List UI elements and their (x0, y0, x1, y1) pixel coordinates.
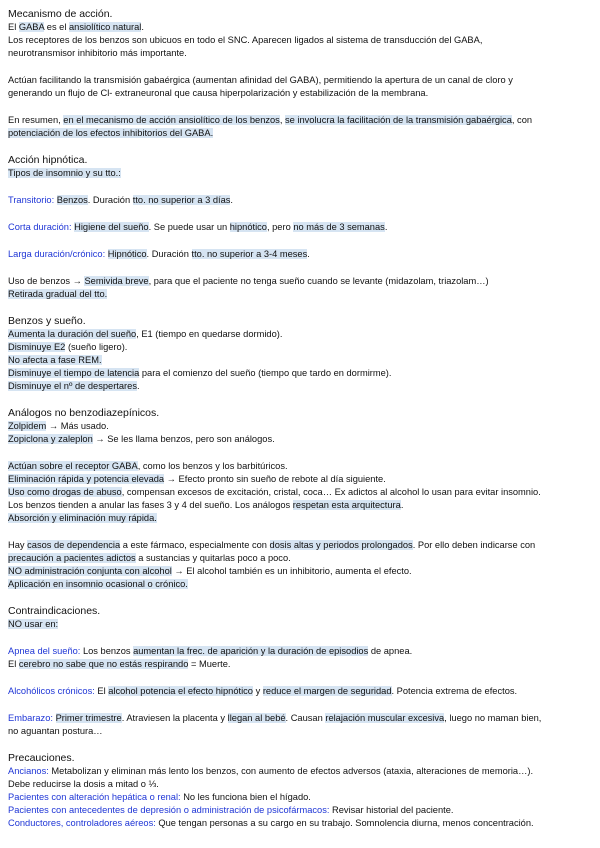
text-segment: Actúan facilitando la transmisión gabaérgica (aumentan afinidad del GABA), permitiendo la apertura de un canal de cloro y (8, 75, 513, 85)
text-line (8, 473, 386, 485)
text-segment: a sustancias y quitarlas poco a poco. (135, 553, 291, 563)
text-segment: → Más usado. (46, 421, 109, 431)
text-line (8, 499, 403, 511)
text-segment: neurotransmisor inhibitorio más importante. (8, 48, 187, 58)
text-line (8, 552, 291, 564)
highlighted-text: Zolpidem (8, 421, 47, 431)
text-line (8, 328, 282, 340)
section-heading (8, 752, 75, 764)
text-line (8, 725, 103, 737)
text-segment: . Potencia extrema de efectos. (391, 686, 518, 696)
text-segment: Precauciones. (8, 752, 75, 764)
highlighted-text: Eliminación rápida y potencia elevada (8, 474, 165, 484)
highlighted-text: Benzos (56, 195, 88, 205)
text-segment: Hay (8, 540, 28, 550)
text-segment: para el comienzo del sueño (tiempo que tardo en dormirme). (139, 368, 392, 378)
highlighted-text: Primer trimestre (55, 713, 122, 723)
text-segment: . Por ello deben indicarse con (412, 540, 536, 550)
highlighted-text: Hipnótico (107, 249, 147, 259)
text-segment: Uso de benzos → (8, 276, 85, 286)
text-line (8, 380, 140, 392)
term-label: Conductores, controladores aéreos: (8, 818, 156, 828)
text-line (8, 47, 187, 59)
text-line (8, 87, 428, 99)
text-line (8, 539, 535, 551)
text-segment: Los benzos tienden a anular las fases 3 y 4 del sueño. Los análogos (8, 500, 293, 510)
highlighted-text: Actúan sobre el receptor GABA (8, 461, 138, 471)
highlighted-text: Aplicación en insomnio ocasional o crónico. (8, 579, 188, 589)
term-label: Embarazo: (8, 713, 53, 723)
highlighted-text: Higiene del sueño (74, 222, 149, 232)
text-line (8, 275, 489, 287)
term-label: Larga duración/crónico: (8, 249, 106, 259)
text-segment: y (252, 686, 263, 696)
text-segment: no aguantan postura… (8, 726, 103, 736)
highlighted-text: Tipos de insomnio y su tto.: (8, 168, 121, 178)
text-line (8, 778, 159, 790)
highlighted-text: dosis altas y periodos prolongados (269, 540, 413, 550)
highlighted-text: aumentan la frec. de aparición y la duración de episodios (133, 646, 369, 656)
text-line (8, 167, 121, 179)
text-segment: El (8, 22, 19, 32)
text-segment: , pero (266, 222, 294, 232)
highlighted-text: alcohol potencia el efecto hipnótico (108, 686, 253, 696)
section-heading (8, 8, 112, 20)
highlighted-text: Disminuye el tiempo de latencia (8, 368, 140, 378)
text-segment: , luego no maman bien, (444, 713, 542, 723)
text-segment: es el (44, 22, 69, 32)
text-segment: Análogos no benzodiazepínicos. (8, 407, 160, 419)
text-segment: , como los benzos y los barbitúricos. (137, 461, 288, 471)
text-segment: Mecanismo de acción. (8, 8, 113, 20)
text-segment: Los benzos (80, 646, 134, 656)
text-segment: . (230, 195, 234, 205)
text-line (8, 486, 541, 498)
text-line (8, 221, 387, 233)
text-segment: Acción hipnótica. (8, 154, 88, 166)
term-label: Transitorio: (8, 195, 55, 205)
text-segment: (sueño ligero). (65, 342, 128, 352)
highlighted-text: hipnótico (229, 222, 267, 232)
text-segment: , (279, 115, 286, 125)
text-segment: Contraindicaciones. (8, 605, 101, 617)
section-heading (8, 407, 159, 419)
text-segment: . (400, 500, 404, 510)
highlighted-text: precaución a pacientes adictos (8, 553, 136, 563)
text-line (8, 420, 109, 432)
highlighted-text: tto. no superior a 3-4 meses (191, 249, 308, 259)
highlighted-text: NO administración conjunta con alcohol (8, 566, 172, 576)
highlighted-text: Absorción y eliminación muy rápida. (8, 513, 157, 523)
text-segment: El (94, 686, 109, 696)
text-segment: = Muerte. (188, 659, 231, 669)
text-segment: . Atraviesen la placenta y (121, 713, 228, 723)
highlighted-text: cerebro no sabe que no estás respirando (18, 659, 189, 669)
section-heading (8, 315, 86, 327)
highlighted-text: Aumenta la duración del sueño (8, 329, 137, 339)
text-segment: No les funciona bien el hígado. (180, 792, 311, 802)
text-line (8, 804, 453, 816)
text-segment: El (8, 659, 19, 669)
text-segment: → Se les llama benzos, pero son análogos. (92, 434, 275, 444)
text-segment: . (384, 222, 388, 232)
text-line (8, 354, 102, 366)
text-line (8, 248, 310, 260)
section-heading (8, 605, 100, 617)
highlighted-text: se involucra la facilitación de la transmisión gabaérgica (285, 115, 512, 125)
text-segment: , con (511, 115, 533, 125)
text-segment: . (141, 22, 144, 32)
text-line (8, 618, 58, 630)
term-label: Pacientes con alteración hepática o renal: (8, 792, 181, 802)
highlighted-text: Semivida breve (84, 276, 149, 286)
section-heading (8, 154, 87, 166)
text-line (8, 658, 231, 670)
text-line (8, 685, 517, 697)
text-line (8, 512, 157, 524)
text-line (8, 578, 188, 590)
text-segment: . Duración (146, 249, 192, 259)
text-line (8, 74, 513, 86)
highlighted-text: llegan al bebé (227, 713, 286, 723)
text-segment: Metabolizan y eliminan más lento los benzos, con aumento de efectos adversos (ataxia, alteraciones de memoria…). (48, 766, 534, 776)
text-segment: . Duración (87, 195, 133, 205)
term-label: Alcohólicos crónicos: (8, 686, 95, 696)
text-line (8, 367, 391, 379)
text-segment: , para que el paciente no tenga sueño cuando se levante (midazolam, triazolam…) (148, 276, 489, 286)
highlighted-text: en el mecanismo de acción ansiolítico de los benzos (63, 115, 280, 125)
highlighted-text: casos de dependencia (27, 540, 121, 550)
text-line (8, 114, 532, 126)
text-segment: Que tengan personas a su cargo en su trabajo. Somnolencia diurna, menos concentración. (155, 818, 534, 828)
text-segment: . Causan (285, 713, 326, 723)
highlighted-text: respetan esta arquitectura (292, 500, 401, 510)
term-label: Corta duración: (8, 222, 72, 232)
highlighted-text: Uso como drogas de abuso (8, 487, 122, 497)
text-segment: Benzos y sueño. (8, 315, 86, 327)
text-segment: , compensan excesos de excitación, cristal, coca… Ex adictos al alcohol lo usan para evitar insomnio. (121, 487, 541, 497)
highlighted-text: potenciación de los efectos inhibitorios del GABA. (8, 128, 214, 138)
text-segment: En resumen, (8, 115, 64, 125)
text-line (8, 565, 412, 577)
text-segment: Revisar historial del paciente. (329, 805, 454, 815)
text-segment: → El alcohol también es un inhibitorio, aumenta el efecto. (171, 566, 412, 576)
text-line (8, 288, 107, 300)
highlighted-text: Zopiclona y zaleplon (8, 434, 93, 444)
text-line (8, 34, 482, 46)
text-line (8, 645, 412, 657)
text-line (8, 341, 127, 353)
highlighted-text: Retirada gradual del tto. (8, 289, 108, 299)
text-line (8, 791, 311, 803)
text-line (8, 21, 144, 33)
term-label: Apnea del sueño: (8, 646, 81, 656)
highlighted-text: relajación muscular excesiva (325, 713, 445, 723)
highlighted-text: tto. no superior a 3 días (132, 195, 231, 205)
text-segment: , E1 (tiempo en quedarse dormido). (136, 329, 283, 339)
term-label: Pacientes con antecedentes de depresión o administración de psicofármacos: (8, 805, 330, 815)
text-segment: . Se puede usar un (148, 222, 230, 232)
text-segment: Los receptores de los benzos son ubicuos en todo el SNC. Aparecen ligados al sistema de transducción del GABA, (8, 35, 483, 45)
highlighted-text: No afecta a fase REM. (8, 355, 102, 365)
text-segment: Debe reducirse la dosis a mitad o ⅓. (8, 779, 159, 789)
term-label: Ancianos: (8, 766, 49, 776)
highlighted-text: GABA (18, 22, 45, 32)
text-segment: . (307, 249, 310, 259)
text-line (8, 817, 534, 829)
text-line (8, 712, 541, 724)
text-segment: generando un flujo de Cl- extraneuronal que causa hiperpolarización y estabilización de la membrana. (8, 88, 429, 98)
highlighted-text: Disminuye el nº de despertares (8, 381, 137, 391)
text-segment: de apnea. (368, 646, 413, 656)
highlighted-text: Disminuye E2 (8, 342, 66, 352)
text-segment: → Efecto pronto sin sueño de rebote al día siguiente. (164, 474, 386, 484)
text-line (8, 433, 275, 445)
highlighted-text: no más de 3 semanas (293, 222, 385, 232)
text-segment: . (136, 381, 140, 391)
text-line (8, 765, 533, 777)
highlighted-text: ansiolítico natural (69, 22, 142, 32)
text-line (8, 194, 233, 206)
highlighted-text: reduce el margen de seguridad (262, 686, 392, 696)
text-segment: a este fármaco, especialmente con (120, 540, 270, 550)
text-line (8, 460, 288, 472)
highlighted-text: NO usar en: (8, 619, 59, 629)
text-line (8, 127, 213, 139)
